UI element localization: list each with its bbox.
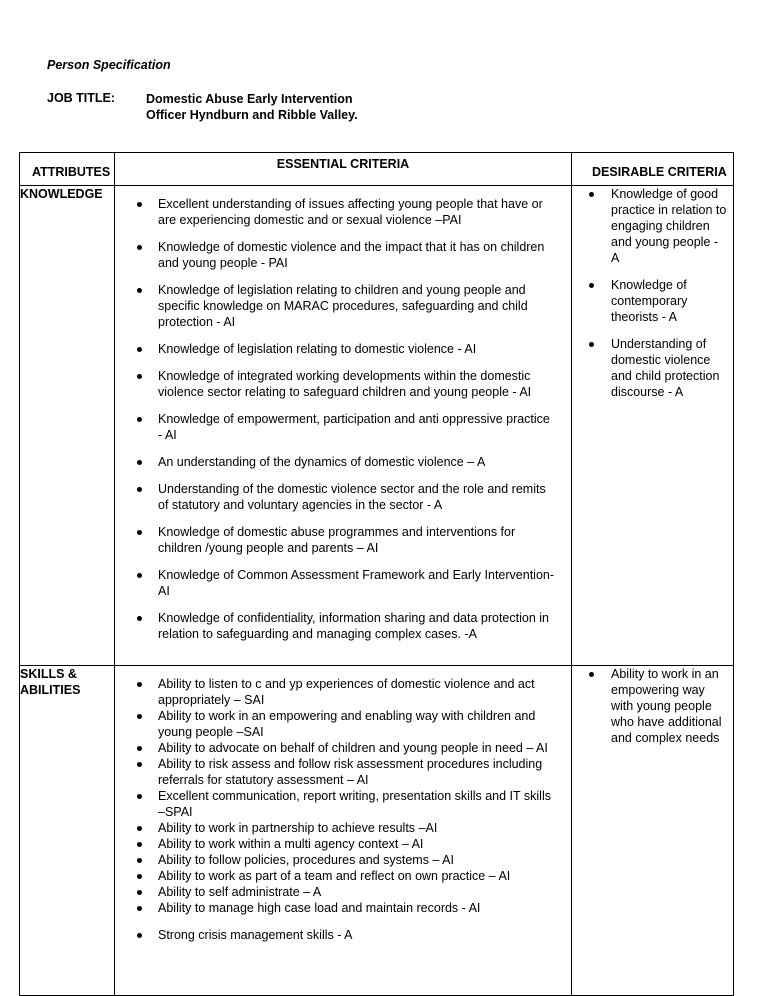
table-header-row — [20, 153, 734, 186]
desirable-cell — [572, 186, 734, 666]
essential-cell — [115, 666, 572, 996]
criteria-item: Excellent understanding of issues affecting young people that have or are experiencing domestic and or sexual violence –PAI — [115, 196, 557, 228]
criteria-item: Ability to follow policies, procedures and systems – AI — [115, 852, 557, 868]
criteria-item: Ability to listen to c and yp experiences of domestic violence and act appropriately – SAI — [115, 676, 557, 708]
desirable-header: DESIRABLE CRITERIA — [572, 153, 734, 186]
job-title-line: Domestic Abuse Early Intervention — [146, 92, 353, 106]
criteria-item: Excellent communication, report writing, presentation skills and IT skills –SPAI — [115, 788, 557, 820]
desirable-item: Ability to work in an empowering way with young people who have additional and complex needs — [572, 666, 727, 746]
desirable-item: Understanding of domestic violence and child protection discourse - A — [572, 336, 727, 400]
criteria-item: Knowledge of integrated working developments within the domestic violence sector relating to safeguard children and young people - AI — [115, 368, 557, 400]
attribute-cell: SKILLS & ABILITIES — [20, 666, 115, 996]
person-spec-table — [19, 152, 734, 996]
table-row-skills — [20, 666, 734, 996]
criteria-item: Knowledge of legislation relating to children and young people and specific knowledge on MARAC procedures, safeguarding and child protection - AI — [115, 282, 557, 330]
criteria-item: Ability to work as part of a team and reflect on own practice – AI — [115, 868, 557, 884]
criteria-item: Ability to self administrate – A — [115, 884, 557, 900]
criteria-item: Ability to risk assess and follow risk assessment procedures including referrals for statutory assessment – AI — [115, 756, 557, 788]
job-title-label: JOB TITLE: — [47, 91, 116, 105]
criteria-item: Ability to work within a multi agency context – AI — [115, 836, 557, 852]
criteria-item: Ability to advocate on behalf of children and young people in need – AI — [115, 740, 557, 756]
job-title-value — [146, 91, 358, 123]
spec-title: Person Specification — [47, 58, 171, 72]
document-heading — [47, 58, 171, 72]
criteria-item: Knowledge of confidentiality, information sharing and data protection in relation to safeguarding and managing complex cases. -A — [115, 610, 557, 642]
essential-cell — [115, 186, 572, 666]
attributes-header: ATTRIBUTES — [20, 153, 115, 186]
criteria-item: An understanding of the dynamics of domestic violence – A — [115, 454, 557, 470]
criteria-item: Ability to work in an empowering and enabling way with children and young people –SAI — [115, 708, 557, 740]
attribute-cell: KNOWLEDGE — [20, 186, 115, 666]
table-row-knowledge — [20, 186, 734, 666]
desirable-cell — [572, 666, 734, 996]
criteria-item: Strong crisis management skills - A — [115, 927, 557, 943]
criteria-item: Knowledge of domestic violence and the impact that it has on children and young people - PAI — [115, 239, 557, 271]
criteria-item: Ability to work in partnership to achieve results –AI — [115, 820, 557, 836]
desirable-item: Knowledge of good practice in relation to engaging children and young people - A — [572, 186, 727, 266]
desirable-item: Knowledge of contemporary theorists - A — [572, 277, 727, 325]
criteria-item: Knowledge of legislation relating to domestic violence - AI — [115, 341, 557, 357]
criteria-item: Knowledge of Common Assessment Framework and Early Intervention- AI — [115, 567, 557, 599]
criteria-item: Knowledge of empowerment, participation and anti oppressive practice - AI — [115, 411, 557, 443]
criteria-item: Ability to manage high case load and maintain records - AI — [115, 900, 557, 916]
essential-header: ESSENTIAL CRITERIA — [115, 153, 572, 186]
job-title-line: Officer Hyndburn and Ribble Valley. — [146, 108, 358, 122]
criteria-item: Understanding of the domestic violence sector and the role and remits of statutory and voluntary agencies in the sector - A — [115, 481, 557, 513]
criteria-item: Knowledge of domestic abuse programmes and interventions for children /young people and parents – AI — [115, 524, 557, 556]
